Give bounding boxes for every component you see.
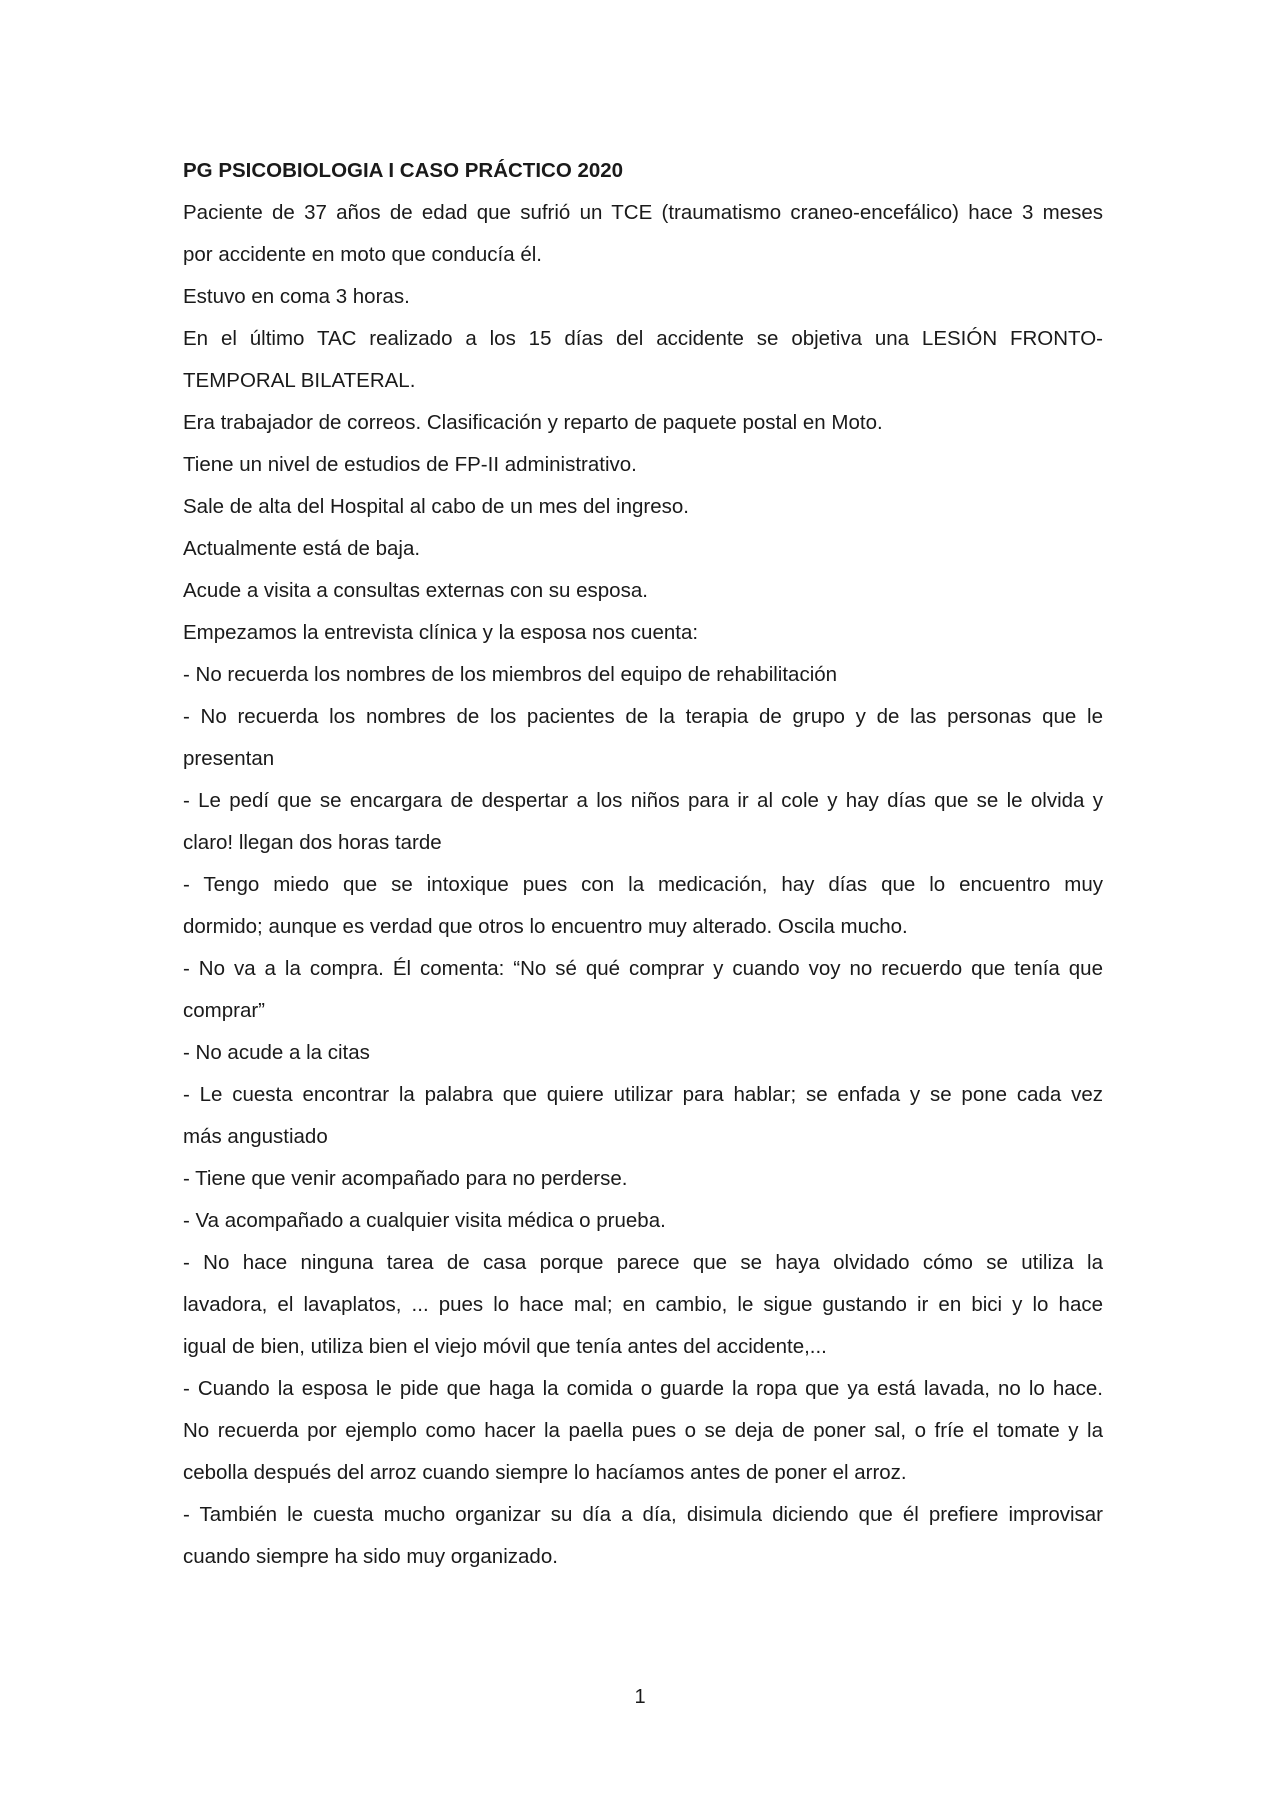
paragraph — [183, 948, 1103, 1032]
paragraph-line: No recuerda por ejemplo como hacer la paella pues o se deja de poner sal, o fríe el tomate y la — [183, 1419, 1103, 1442]
paragraph-line: Estuvo en coma 3 horas. — [183, 285, 410, 308]
paragraph — [183, 654, 1103, 696]
paragraph-line: Paciente de 37 años de edad que sufrió un TCE (traumatismo craneo-encefálico) hace 3 meses — [183, 201, 1103, 224]
paragraph-line: - Tiene que venir acompañado para no perderse. — [183, 1167, 628, 1190]
paragraph — [183, 1074, 1103, 1158]
paragraph-line: igual de bien, utiliza bien el viejo móvil que tenía antes del accidente,... — [183, 1335, 827, 1358]
document-body — [183, 150, 1103, 1578]
paragraph — [183, 864, 1103, 948]
paragraph — [183, 318, 1103, 402]
document-title: PG PSICOBIOLOGIA I CASO PRÁCTICO 2020 — [183, 159, 624, 182]
paragraph — [183, 1032, 1103, 1074]
paragraph-line: - Tengo miedo que se intoxique pues con la medicación, hay días que lo encuentro muy — [183, 873, 1103, 896]
paragraph-line: cuando siempre ha sido muy organizado. — [183, 1545, 558, 1568]
paragraph-line: Acude a visita a consultas externas con su esposa. — [183, 579, 648, 602]
paragraph — [183, 276, 1103, 318]
paragraph-line: por accidente en moto que conducía él. — [183, 243, 542, 266]
paragraph — [183, 1158, 1103, 1200]
paragraph-line: lavadora, el lavaplatos, ... pues lo hace mal; en cambio, le sigue gustando ir en bici y lo hace — [183, 1293, 1103, 1316]
paragraph-line: presentan — [183, 747, 275, 770]
paragraph-line: Tiene un nivel de estudios de FP-II administrativo. — [183, 453, 637, 476]
paragraph — [183, 780, 1103, 864]
paragraph-line: cebolla después del arroz cuando siempre lo hacíamos antes de poner el arroz. — [183, 1461, 907, 1484]
paragraph — [183, 1200, 1103, 1242]
paragraph — [183, 486, 1103, 528]
paragraph-line: Era trabajador de correos. Clasificación y reparto de paquete postal en Moto. — [183, 411, 883, 434]
paragraph-line: Actualmente está de baja. — [183, 537, 421, 560]
paragraph-line: - No va a la compra. Él comenta: “No sé qué comprar y cuando voy no recuerdo que tenía que — [183, 957, 1103, 980]
paragraph-line: - Le pedí que se encargara de despertar a los niños para ir al cole y hay días que se le olvida y — [183, 789, 1103, 812]
paragraph-line: - Le cuesta encontrar la palabra que quiere utilizar para hablar; se enfada y se pone cada vez — [183, 1083, 1103, 1106]
paragraph-line: Sale de alta del Hospital al cabo de un mes del ingreso. — [183, 495, 689, 518]
paragraph-line: - Va acompañado a cualquier visita médica o prueba. — [183, 1209, 666, 1232]
paragraph — [183, 1368, 1103, 1494]
paragraph — [183, 1494, 1103, 1578]
paragraph-line: dormido; aunque es verdad que otros lo encuentro muy alterado. Oscila mucho. — [183, 915, 908, 938]
paragraph — [183, 696, 1103, 780]
paragraph — [183, 570, 1103, 612]
paragraph — [183, 192, 1103, 276]
paragraph-line: - No recuerda los nombres de los pacientes de la terapia de grupo y de las personas que le — [183, 705, 1103, 728]
paragraph — [183, 444, 1103, 486]
paragraph — [183, 402, 1103, 444]
paragraph-line: más angustiado — [183, 1125, 328, 1148]
paragraph-list — [183, 192, 1103, 1578]
paragraph-line: Empezamos la entrevista clínica y la esposa nos cuenta: — [183, 621, 699, 644]
paragraph-line: - No acude a la citas — [183, 1041, 370, 1064]
paragraph-line: - Cuando la esposa le pide que haga la comida o guarde la ropa que ya está lavada, no lo hace. — [183, 1377, 1103, 1400]
paragraph-line: claro! llegan dos horas tarde — [183, 831, 442, 854]
paragraph-line: - No recuerda los nombres de los miembros del equipo de rehabilitación — [183, 663, 838, 686]
paragraph — [183, 528, 1103, 570]
paragraph-line: TEMPORAL BILATERAL. — [183, 369, 416, 392]
paragraph-line: En el último TAC realizado a los 15 días del accidente se objetiva una LESIÓN FRONTO- — [183, 327, 1103, 350]
paragraph-line: comprar” — [183, 999, 266, 1022]
page-number: 1 — [634, 1686, 646, 1708]
paragraph — [183, 612, 1103, 654]
paragraph-line: - No hace ninguna tarea de casa porque parece que se haya olvidado cómo se utiliza la — [183, 1251, 1103, 1274]
paragraph-line: - También le cuesta mucho organizar su día a día, disimula diciendo que él prefiere improvisar — [183, 1503, 1103, 1526]
paragraph — [183, 1242, 1103, 1368]
